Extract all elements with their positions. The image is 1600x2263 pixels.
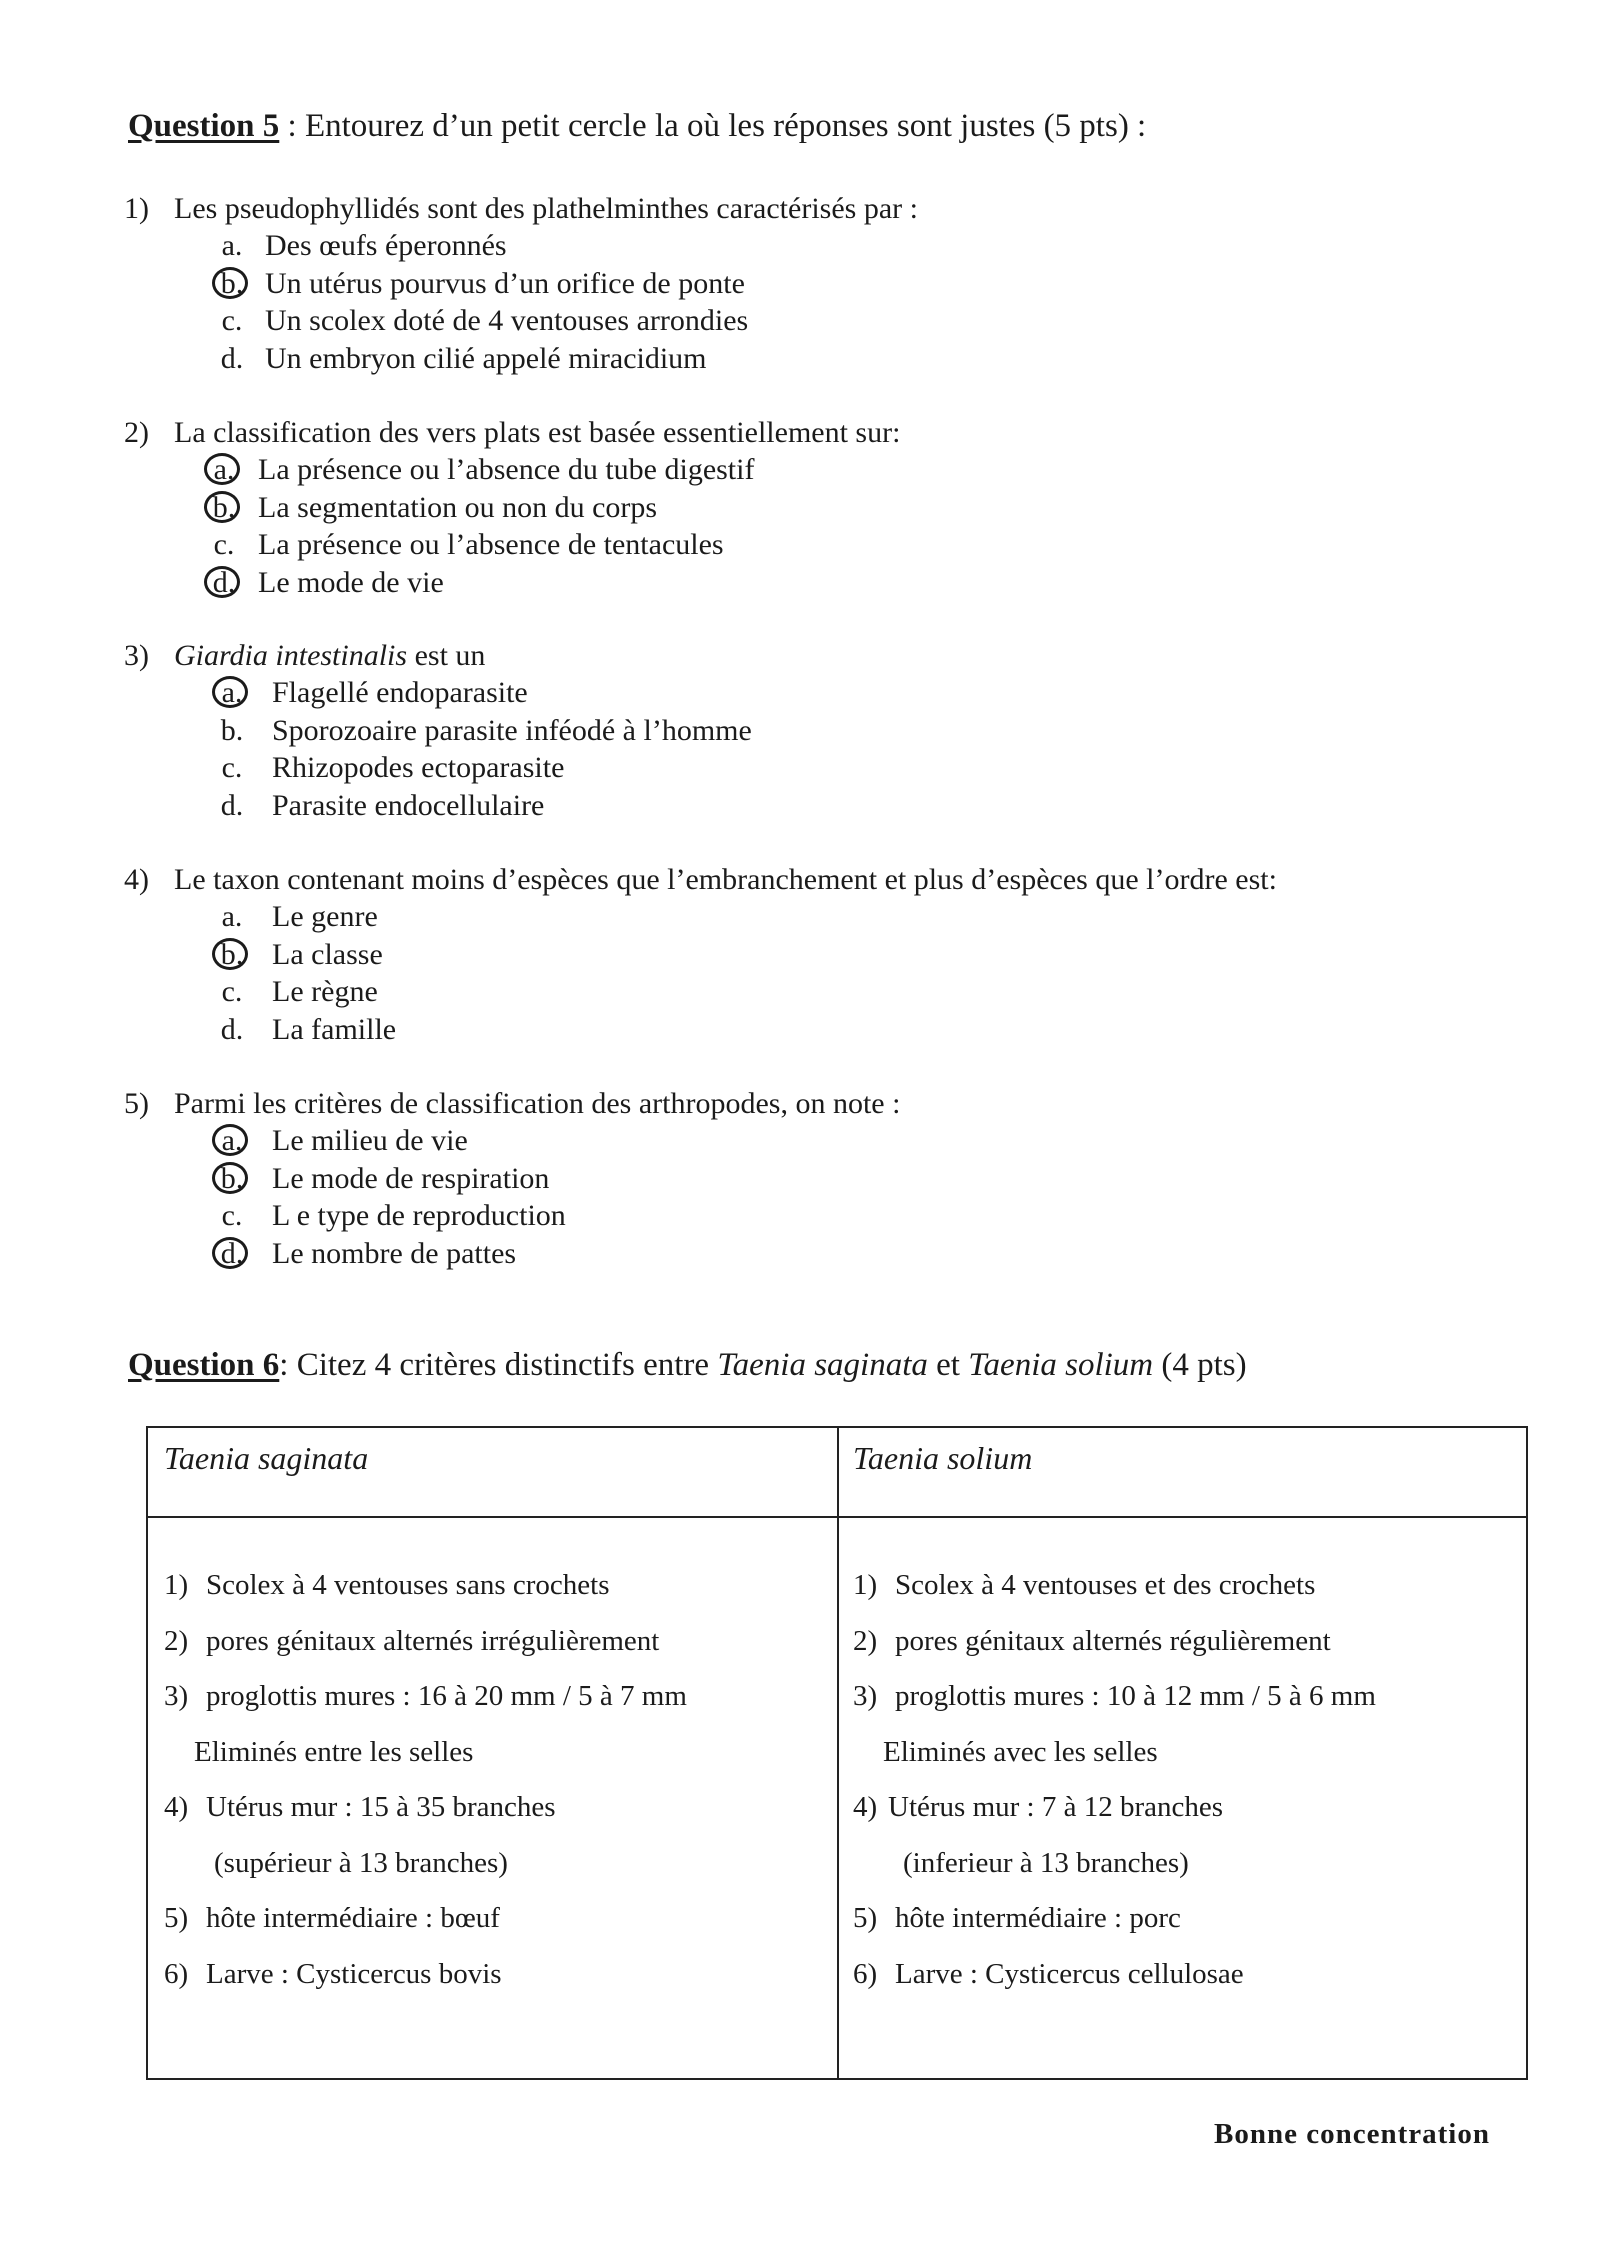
- mcq-stem-species: Giardia intestinalis: [174, 639, 408, 672]
- table-cell: [164, 1733, 687, 1789]
- table-column-solium: [853, 1566, 1376, 2010]
- table-header-solium: Taenia solium: [853, 1440, 1033, 1476]
- row-text: Utérus mur : 7 à 12 branches: [888, 1791, 1224, 1823]
- mcq-option: [124, 749, 1424, 787]
- question-6-heading: [128, 1347, 1247, 1384]
- table-cell: [164, 1566, 687, 1622]
- mcq-item-1: [124, 190, 1424, 377]
- option-letter: d.: [220, 341, 244, 375]
- mcq-item-5: [124, 1085, 1424, 1272]
- table-cell: [853, 1733, 1376, 1789]
- row-text: proglottis mures : 10 à 12 mm / 5 à 6 mm: [895, 1680, 1376, 1712]
- option-letter: d.: [206, 564, 242, 601]
- option-letter: a.: [214, 1122, 250, 1159]
- row-text: Eliminés entre les selles: [194, 1735, 474, 1768]
- footer-note: Bonne concentration: [1214, 2118, 1490, 2150]
- row-number: 5): [164, 1902, 189, 1934]
- mcq-stem-text: La classification des vers plats est basée essentiellement sur:: [174, 416, 901, 449]
- mcq-number: 3): [124, 639, 149, 672]
- option-letter: a.: [206, 451, 242, 488]
- mcq-option: [124, 1011, 1424, 1049]
- mcq-option: [124, 1197, 1424, 1235]
- row-number: 1): [164, 1569, 189, 1601]
- table-cell: [853, 1899, 1376, 1955]
- table-cell: [164, 1899, 687, 1955]
- mcq-option: [124, 302, 1424, 340]
- question-5-heading: [128, 108, 1146, 145]
- row-text: Scolex à 4 ventouses et des crochets: [895, 1569, 1316, 1601]
- option-letter: c.: [213, 528, 235, 561]
- table-header-saginata: Taenia saginata: [164, 1440, 369, 1476]
- mcq-option: [124, 712, 1424, 750]
- table-column-divider: [837, 1428, 839, 2078]
- question-5-label: Question 5: [128, 108, 280, 144]
- option-letter: b.: [220, 713, 244, 747]
- row-text: Larve : Cysticercus bovis: [206, 1957, 502, 1990]
- row-text: Eliminés avec les selles: [883, 1735, 1158, 1768]
- row-text: proglottis mures : 16 à 20 mm / 5 à 7 mm: [206, 1680, 687, 1712]
- option-text: Un utérus pourvus d’un orifice de ponte: [265, 266, 745, 300]
- table-cell: [164, 1677, 687, 1733]
- row-number: 3): [164, 1680, 189, 1712]
- row-number: 4): [853, 1791, 878, 1823]
- row-number: 1): [853, 1569, 878, 1601]
- row-number: 2): [164, 1624, 189, 1657]
- table-cell: [853, 1955, 1376, 2011]
- question-6-species-b: Taenia solium: [968, 1347, 1154, 1383]
- option-text: Le milieu de vie: [272, 1124, 468, 1157]
- option-letter: c.: [221, 304, 243, 337]
- table-header-divider: [148, 1516, 1526, 1518]
- option-letter: d.: [220, 788, 244, 822]
- option-text: Un scolex doté de 4 ventouses arrondies: [265, 304, 749, 337]
- mcq-item-4: [124, 861, 1424, 1048]
- mcq-option-circled: [124, 1235, 1424, 1273]
- row-text: hôte intermédiaire : porc: [895, 1902, 1181, 1934]
- mcq-stem-text: est un: [407, 639, 486, 672]
- option-letter: b.: [214, 1160, 250, 1197]
- option-letter: c.: [221, 975, 243, 1008]
- mcq-item-3: [124, 637, 1424, 824]
- row-text: pores génitaux alternés régulièrement: [895, 1624, 1331, 1657]
- question-6-instruction-a: : Citez 4 critères distinctifs entre: [279, 1347, 718, 1383]
- question-6-instruction-c: (4 pts): [1153, 1347, 1247, 1383]
- table-cell: [853, 1622, 1376, 1678]
- row-text: (inferieur à 13 branches): [903, 1846, 1189, 1879]
- row-number: 6): [164, 1957, 189, 1990]
- table-cell: [164, 1622, 687, 1678]
- row-text: hôte intermédiaire : bœuf: [206, 1902, 500, 1934]
- option-text: L e type de reproduction: [272, 1199, 566, 1232]
- row-number: 3): [853, 1680, 878, 1712]
- option-text: Le genre: [272, 900, 378, 933]
- mcq-option-circled: [124, 265, 1424, 303]
- mcq-number: 5): [124, 1087, 149, 1120]
- option-text: Rhizopodes ectoparasite: [272, 751, 565, 784]
- mcq-option: [124, 340, 1424, 378]
- question-5-instruction: : Entourez d’un petit cercle la où les réponses sont justes (5 pts) :: [279, 108, 1147, 144]
- mcq-stem-text: Parmi les critères de classification des arthropodes, on note :: [174, 1087, 901, 1120]
- question-6-instruction-b: et: [927, 1347, 969, 1383]
- table-cell: [164, 1788, 687, 1844]
- mcq-option: [124, 973, 1424, 1011]
- option-text: Parasite endocellulaire: [272, 788, 545, 822]
- option-letter: b.: [214, 936, 250, 973]
- question-6-species-a: Taenia saginata: [717, 1347, 928, 1383]
- mcq-stem: [124, 190, 1424, 227]
- mcq-option-circled: [124, 489, 1424, 527]
- option-text: Le mode de vie: [258, 565, 444, 599]
- option-text: Le mode de respiration: [272, 1161, 550, 1195]
- mcq-number: 4): [124, 863, 149, 896]
- option-text: La classe: [272, 937, 383, 971]
- mcq-stem: [124, 414, 1424, 451]
- option-text: La famille: [272, 1012, 397, 1046]
- table-cell: [853, 1788, 1376, 1844]
- mcq-option: [124, 898, 1424, 936]
- mcq-number: 2): [124, 416, 149, 449]
- mcq-option-circled: [124, 936, 1424, 974]
- option-text: Des œufs éperonnés: [265, 229, 507, 262]
- mcq-stem: [124, 637, 1424, 674]
- row-text: Scolex à 4 ventouses sans crochets: [206, 1569, 610, 1601]
- mcq-option-circled: [124, 674, 1424, 712]
- option-text: Le nombre de pattes: [272, 1236, 517, 1270]
- mcq-stem-text: Les pseudophyllidés sont des plathelminthes caractérisés par :: [174, 192, 918, 225]
- mcq-option-circled: [124, 451, 1424, 489]
- option-letter: a.: [221, 229, 243, 262]
- option-text: Un embryon cilié appelé miracidium: [265, 341, 707, 375]
- table-cell: [164, 1955, 687, 2011]
- mcq-stem: [124, 1085, 1424, 1122]
- mcq-number: 1): [124, 192, 149, 225]
- row-text: Larve : Cysticercus cellulosae: [895, 1957, 1244, 1990]
- option-text: La segmentation ou non du corps: [258, 490, 658, 524]
- option-text: La présence ou l’absence du tube digestif: [258, 453, 755, 486]
- option-letter: b.: [214, 265, 250, 302]
- mcq-option-circled: [124, 1122, 1424, 1160]
- comparison-table: [146, 1426, 1528, 2080]
- mcq-option-circled: [124, 1160, 1424, 1198]
- table-cell: [853, 1566, 1376, 1622]
- option-letter: d.: [220, 1012, 244, 1046]
- table-column-saginata: [164, 1566, 687, 2010]
- option-text: Sporozoaire parasite inféodé à l’homme: [272, 713, 752, 747]
- mcq-option: [124, 227, 1424, 265]
- mcq-stem-text: Le taxon contenant moins d’espèces que l’embranchement et plus d’espèces que l’ordre est:: [174, 863, 1277, 896]
- table-cell: [164, 1844, 687, 1900]
- option-letter: c.: [221, 1199, 243, 1232]
- row-text: (supérieur à 13 branches): [214, 1846, 508, 1879]
- row-text: Utérus mur : 15 à 35 branches: [206, 1791, 556, 1823]
- mcq-option: [124, 787, 1424, 825]
- row-number: 5): [853, 1902, 878, 1934]
- option-letter: b.: [206, 489, 242, 526]
- row-text: pores génitaux alternés irrégulièrement: [206, 1624, 660, 1657]
- row-number: 2): [853, 1624, 878, 1657]
- row-number: 4): [164, 1791, 189, 1823]
- option-text: Flagellé endoparasite: [272, 676, 528, 709]
- option-letter: a.: [221, 900, 243, 933]
- mcq-item-2: [124, 414, 1424, 601]
- row-number: 6): [853, 1957, 878, 1990]
- option-text: Le règne: [272, 975, 378, 1008]
- mcq-stem: [124, 861, 1424, 898]
- option-letter: a.: [214, 674, 250, 711]
- mcq-option: [124, 526, 1424, 564]
- option-text: La présence ou l’absence de tentacules: [258, 528, 724, 561]
- question-6-label: Question 6: [128, 1347, 280, 1383]
- mcq-option-circled: [124, 564, 1424, 602]
- option-letter: c.: [221, 751, 243, 784]
- table-cell: [853, 1844, 1376, 1900]
- option-letter: d.: [214, 1235, 250, 1272]
- table-cell: [853, 1677, 1376, 1733]
